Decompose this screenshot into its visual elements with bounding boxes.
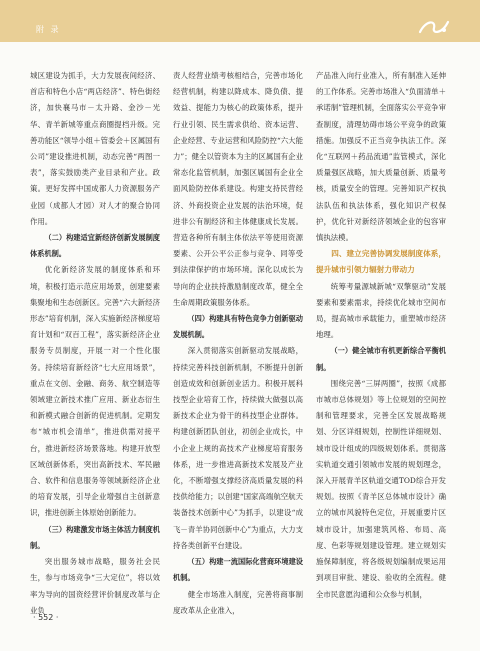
paragraph: 产品准入向行业准入，所有制准入延伸的工作体系。完善市场准入“负面清单＋承诺制”管理机制，全面落实公平竞争审查制度，清理妨碍市场公平竞争的政策措施。加强反不正当竞争执法工作。深化“互联网＋药品流通”监管模式，深化质量强区战略，加大质量创新、质量考核，质量安全的管理。完善知识产权执法队伍和执法体系，强化知识产权保护，优化针对新经济领域企业的包容审慎执法模。 xyxy=(316,71,446,243)
subheading: （二）构建适宜新经济创新发展制度体系机制。 xyxy=(30,233,160,259)
paragraph: 责人经营业绩考核相结合，完善市场化经营机制，构建以降成本、降负债、提效益、提能力为核心的政策体系，提升行业引领、民生需求供给、资本运营、企业经营、专业运营和风险防控“六大能力”；健全以管资本为主的区属国有企业常态化监管机制，加强区属国有企业全面风险防控体系建设。构建支持民营经济、外商投资企业发展的法治环境，促进非公有制经济和主体健康成长发展。营造各种所有制主体依法平等使用资源要素、公开公平公正参与竞争、同等受到法律保护的市场环境。深化以成长为导向的企业扶持激励制度改革，健全全生命周期政策服务体系。 xyxy=(173,71,303,307)
paragraph: 优化新经济发展的制度体系和环境，积极打造示范应用场景，创建要素集聚地和生态创新区。完善“六大新经济形态”培育机制，深入实施新经济梯度培育计划和“双百工程”，落实新经济企业服务专员制度，开展一对一个性化服务。持续培育新经济“七大应用场景”，重点在文创、金融、商务、航空制造等领域建立新技术推广应用、新业态衍生和新模式融合创新的促进机制。定期发布“城市机会清单”，推进供需对接平台，推进新经济场景落地。构建开放型区域创新体系，突出高新技术、军民融合、软件和信息服务等领域新经济企业的培育发展，引导企业增强自主创新意识，推进创新主体原始创新能力。 xyxy=(30,265,160,518)
text-column-1 xyxy=(30,68,160,619)
paragraph: 健全市场准入制度，完善将商事制度改革从企业准入， xyxy=(173,589,303,615)
subheading: （三）构建激发市场主体活力制度机制。 xyxy=(30,524,160,550)
section-heading: 四、建立完善协调发展制度体系，提升城市引领力辐射力带动力 xyxy=(316,249,446,275)
text-column-2 xyxy=(173,68,303,619)
paragraph: 围绕完善“三屏两圈”，按照《成都市城市总体规划》等上位规划的空间控制和管理要求，完善全区发展战略规划、分区详细规划，控制性详细规划、城市设计组成的四级规划体系。贯彻落实轨道交通引领城市发展的规划理念，深入开展青羊区轨道交通TOD综合开发规划。按照《青羊区总体城市设计》确立的城市风貌特色定位，开展重要片区城市设计，加强建筑风格、布局、高度、色彩等规划建设管理。建立规划实施保障制度，将各级规划编制成果运用到项目审批、建设、验收的全流程。健全市民意愿沟通和公众参与机制， xyxy=(316,378,446,599)
paragraph: 深入贯彻落实创新驱动发展战略，持续完善科技创新机制，不断提升创新创造成效和创新创业活力。积极开展科技型企业培育工作，持续做大做强以高新技术企业为骨干的科技型企业群体。构建创新团队创业，初创企业成长，中小企业上规的高技术产业梯度培育服务体系，进一步推进高新技术发展及产业化，不断增强支撑经济高质量发展的科技供给能力；以创建“国家高端航空航天装备技术创新中心”为抓手，以建设“成飞－青羊协同创新中心”为重点，大力支持各类创新平台建设。 xyxy=(173,346,303,550)
subheading: （五）构建一流国际化营商环境建设机制。 xyxy=(173,557,303,583)
page-header-band xyxy=(0,0,480,42)
decorative-logo-icon xyxy=(418,18,450,36)
text-column-3 xyxy=(316,68,446,603)
page-number: · 552 · xyxy=(33,613,59,622)
section-label: 附 录 xyxy=(36,25,61,34)
subheading: （一）健全城市有机更新综合平衡机制。 xyxy=(316,346,446,372)
paragraph: 统筹考量源城新城“双擎驱动”发展要素和要素需求，持续优化城市空间布局，提高城市承载能力，重塑城市经济地理。 xyxy=(316,281,446,340)
paragraph: 城区建设为抓手，大力发展夜间经济、首店和特色小店“两店经济”、特色街经济，加快襄马市－太升路、金沙－光华、青羊新城等重点商圈提档升级。完善功能区“领导小组＋管委会＋区属国有公司”建设推进机制，动态完善“两图一表”，落实鼓励类产业目录和产业。政策。更好发挥中国成都人力资源服务产业园（成都人才园）对人才的聚合协同作用。 xyxy=(30,71,160,226)
subheading: （四）构建具有特色竞争力创新驱动发展机制。 xyxy=(173,314,303,340)
paragraph: 突出服务城市战略，服务社会民生，参与市场竞争“三大定位”，将以效率为导向的国资经营评价制度改革与企业负 xyxy=(30,557,160,615)
